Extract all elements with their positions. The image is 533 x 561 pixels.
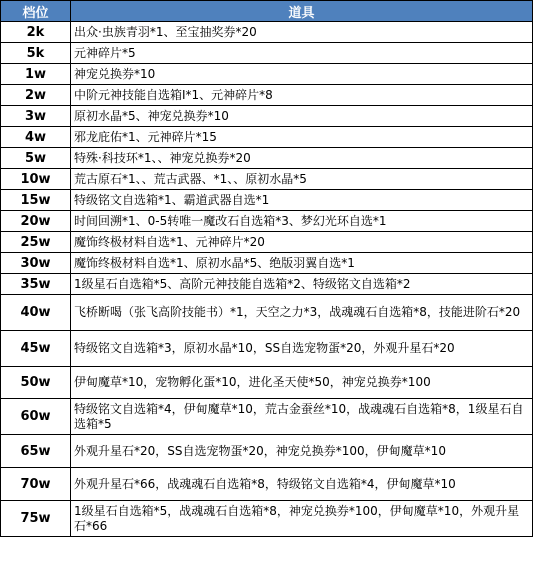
table-row	[1, 274, 533, 295]
table-row	[1, 148, 533, 169]
tier-cell: 65w	[1, 435, 71, 468]
table-header-row	[1, 1, 533, 22]
tier-cell: 2w	[1, 85, 71, 106]
items-cell: 出众·虫族青羽*1、至宝抽奖券*20	[71, 22, 533, 43]
items-cell: 1级星石自选箱*5、高阶元神技能自选箱*2、特级铭文自选箱*2	[71, 274, 533, 295]
tier-cell: 60w	[1, 399, 71, 435]
header-items: 道具	[71, 1, 533, 22]
tier-cell: 1w	[1, 64, 71, 85]
table-row	[1, 367, 533, 399]
items-cell: 特殊·科技环*1、、神宠兑换券*20	[71, 148, 533, 169]
table-row	[1, 190, 533, 211]
tier-cell: 5k	[1, 43, 71, 64]
items-cell: 原初水晶*5、神宠兑换券*10	[71, 106, 533, 127]
table-row	[1, 106, 533, 127]
items-cell: 荒古原石*1、、荒古武器、*1、、原初水晶*5	[71, 169, 533, 190]
table-row	[1, 169, 533, 190]
table-row	[1, 22, 533, 43]
table-row	[1, 399, 533, 435]
items-cell: 飞桥断喝（张飞高阶技能书）*1，天空之力*3，战魂魂石自选箱*8，技能进阶石*20	[71, 295, 533, 331]
tier-cell: 15w	[1, 190, 71, 211]
tier-cell: 4w	[1, 127, 71, 148]
items-cell: 时间回溯*1、0-5转唯一魔改石自选箱*3、梦幻光环自选*1	[71, 211, 533, 232]
tier-cell: 2k	[1, 22, 71, 43]
items-cell: 特级铭文自选箱*1、霸道武器自选*1	[71, 190, 533, 211]
table-row	[1, 232, 533, 253]
items-cell: 邪龙庇佑*1、元神碎片*15	[71, 127, 533, 148]
tier-cell: 75w	[1, 501, 71, 537]
table-row	[1, 211, 533, 232]
items-cell: 中阶元神技能自选箱Ⅰ*1、元神碎片*8	[71, 85, 533, 106]
table-row	[1, 253, 533, 274]
items-cell: 元神碎片*5	[71, 43, 533, 64]
tier-cell: 35w	[1, 274, 71, 295]
items-cell: 伊甸魔草*10，宠物孵化蛋*10，进化圣天使*50，神宠兑换券*100	[71, 367, 533, 399]
items-cell: 外观升星石*66，战魂魂石自选箱*8，特级铭文自选箱*4，伊甸魔草*10	[71, 468, 533, 501]
table-row	[1, 435, 533, 468]
tier-cell: 40w	[1, 295, 71, 331]
items-cell: 外观升星石*20，SS自选宠物蛋*20，神宠兑换券*100，伊甸魔草*10	[71, 435, 533, 468]
table-row	[1, 127, 533, 148]
tier-cell: 20w	[1, 211, 71, 232]
header-tier: 档位	[1, 1, 71, 22]
tier-cell: 25w	[1, 232, 71, 253]
table-row	[1, 64, 533, 85]
items-cell: 魔饰终极材料自选*1、原初水晶*5、绝版羽翼自选*1	[71, 253, 533, 274]
items-cell: 1级星石自选箱*5，战魂魂石自选箱*8，神宠兑换券*100，伊甸魔草*10，外观升星石*66	[71, 501, 533, 537]
tier-cell: 30w	[1, 253, 71, 274]
items-cell: 特级铭文自选箱*3，原初水晶*10，SS自选宠物蛋*20，外观升星石*20	[71, 331, 533, 367]
tier-cell: 10w	[1, 169, 71, 190]
items-cell: 特级铭文自选箱*4，伊甸魔草*10，荒古金蚕丝*10，战魂魂石自选箱*8，1级星石自选箱*5	[71, 399, 533, 435]
table-row	[1, 85, 533, 106]
items-cell: 魔饰终极材料自选*1、元神碎片*20	[71, 232, 533, 253]
tier-cell: 45w	[1, 331, 71, 367]
table-row	[1, 43, 533, 64]
tier-cell: 70w	[1, 468, 71, 501]
table-row	[1, 468, 533, 501]
tier-cell: 3w	[1, 106, 71, 127]
table-row	[1, 331, 533, 367]
table-row	[1, 501, 533, 537]
tier-cell: 5w	[1, 148, 71, 169]
tier-cell: 50w	[1, 367, 71, 399]
items-cell: 神宠兑换券*10	[71, 64, 533, 85]
table-row	[1, 295, 533, 331]
